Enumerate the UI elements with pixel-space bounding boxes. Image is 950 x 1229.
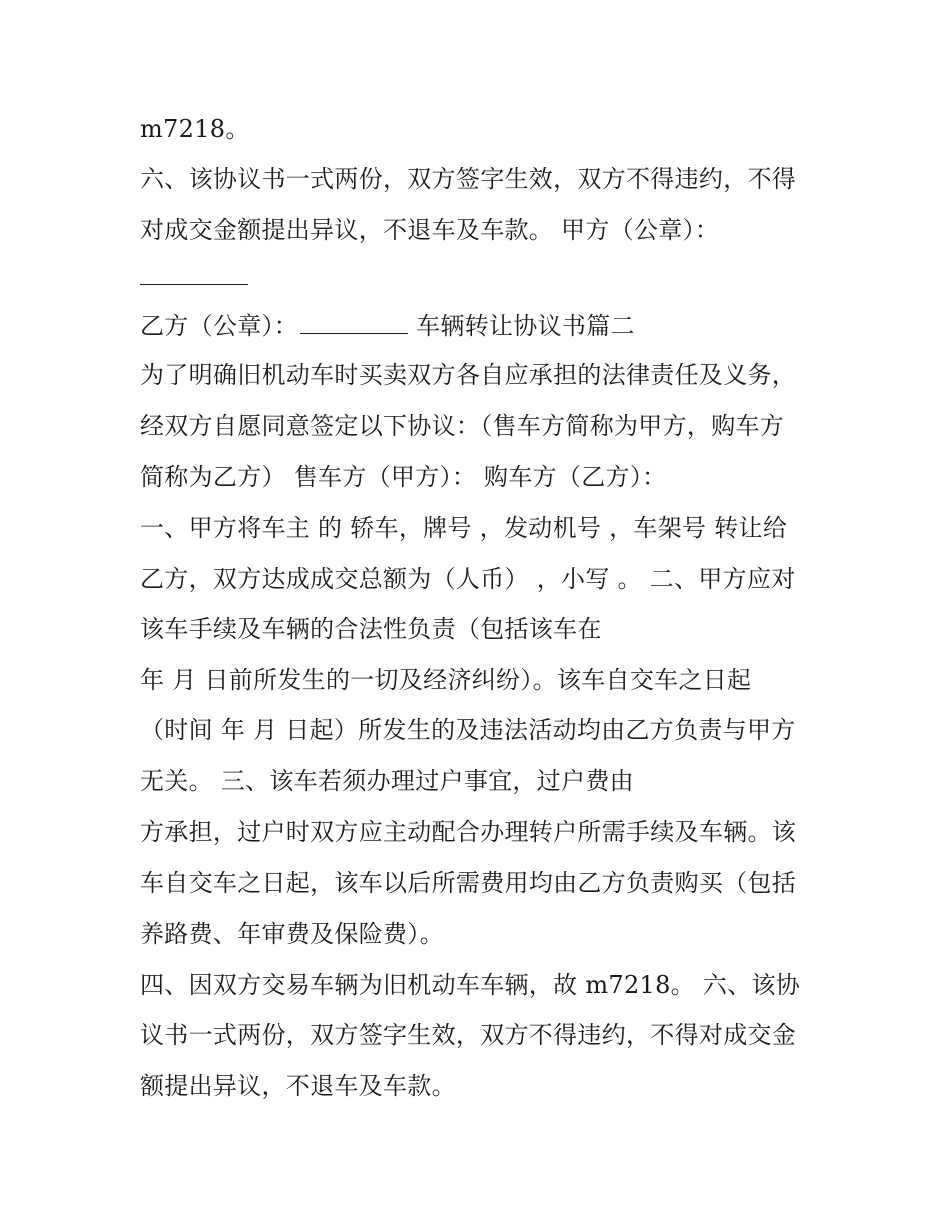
text-line: m7218。 [140, 115, 250, 143]
signature-blank-party-a [140, 268, 248, 285]
text-line: 该车手续及车辆的合法性负责（包括该车在 [140, 615, 602, 643]
section-title: 车辆转让协议书篇二 [416, 312, 635, 340]
text-line: 一、甲方将车主 的 轿车，牌号 ，发动机号 ，车架号 转让给 [140, 514, 788, 542]
text-line: 养路费、年审费及保险费）。 [140, 920, 444, 948]
text-line: 议书一式两份，双方签字生效，双方不得违约，不得对成交金 [140, 1021, 797, 1049]
text-line: 对成交金额提出异议，不退车及车款。 甲方（公章）： [140, 216, 720, 244]
text-line: 年 月 日前所发生的一切及经济纠纷）。该车自交车之日起 [140, 666, 752, 694]
text-line [140, 309, 635, 342]
text-line: （时间 年 月 日起）所发生的及违法活动均由乙方负责与甲方 [140, 716, 796, 744]
text-line: 经双方自愿同意签定以下协议：（售车方简称为甲方，购车方 [140, 412, 785, 440]
text-line: 简称为乙方） 售车方（甲方）： 购车方（乙方）： [140, 463, 667, 491]
text-line: 为了明确旧机动车时买卖双方各自应承担的法律责任及义务， [140, 361, 797, 389]
signature-blank-party-b [300, 309, 408, 334]
text-line: 无关。 三、该车若须办理过户事宜，过户费由 [140, 767, 634, 795]
text-line: 方承担，过户时双方应主动配合办理转户所需手续及车辆。该 [140, 818, 797, 846]
text-line: 乙方，双方达成成交总额为（人币） ，小写 。 二、甲方应对 [140, 565, 796, 593]
text-line: 车自交车之日起，该车以后所需费用均由乙方负责购买（包括 [140, 869, 797, 897]
text-line: 额提出异议，不退车及车款。 [140, 1072, 456, 1100]
text-line: 四、因双方交易车辆为旧机动车车辆，故 m7218。 六、该协 [140, 971, 801, 999]
party-b-seal-label: 乙方（公章）： [140, 312, 299, 340]
text-line: 六、该协议书一式两份，双方签字生效，双方不得违约，不得 [140, 165, 797, 193]
